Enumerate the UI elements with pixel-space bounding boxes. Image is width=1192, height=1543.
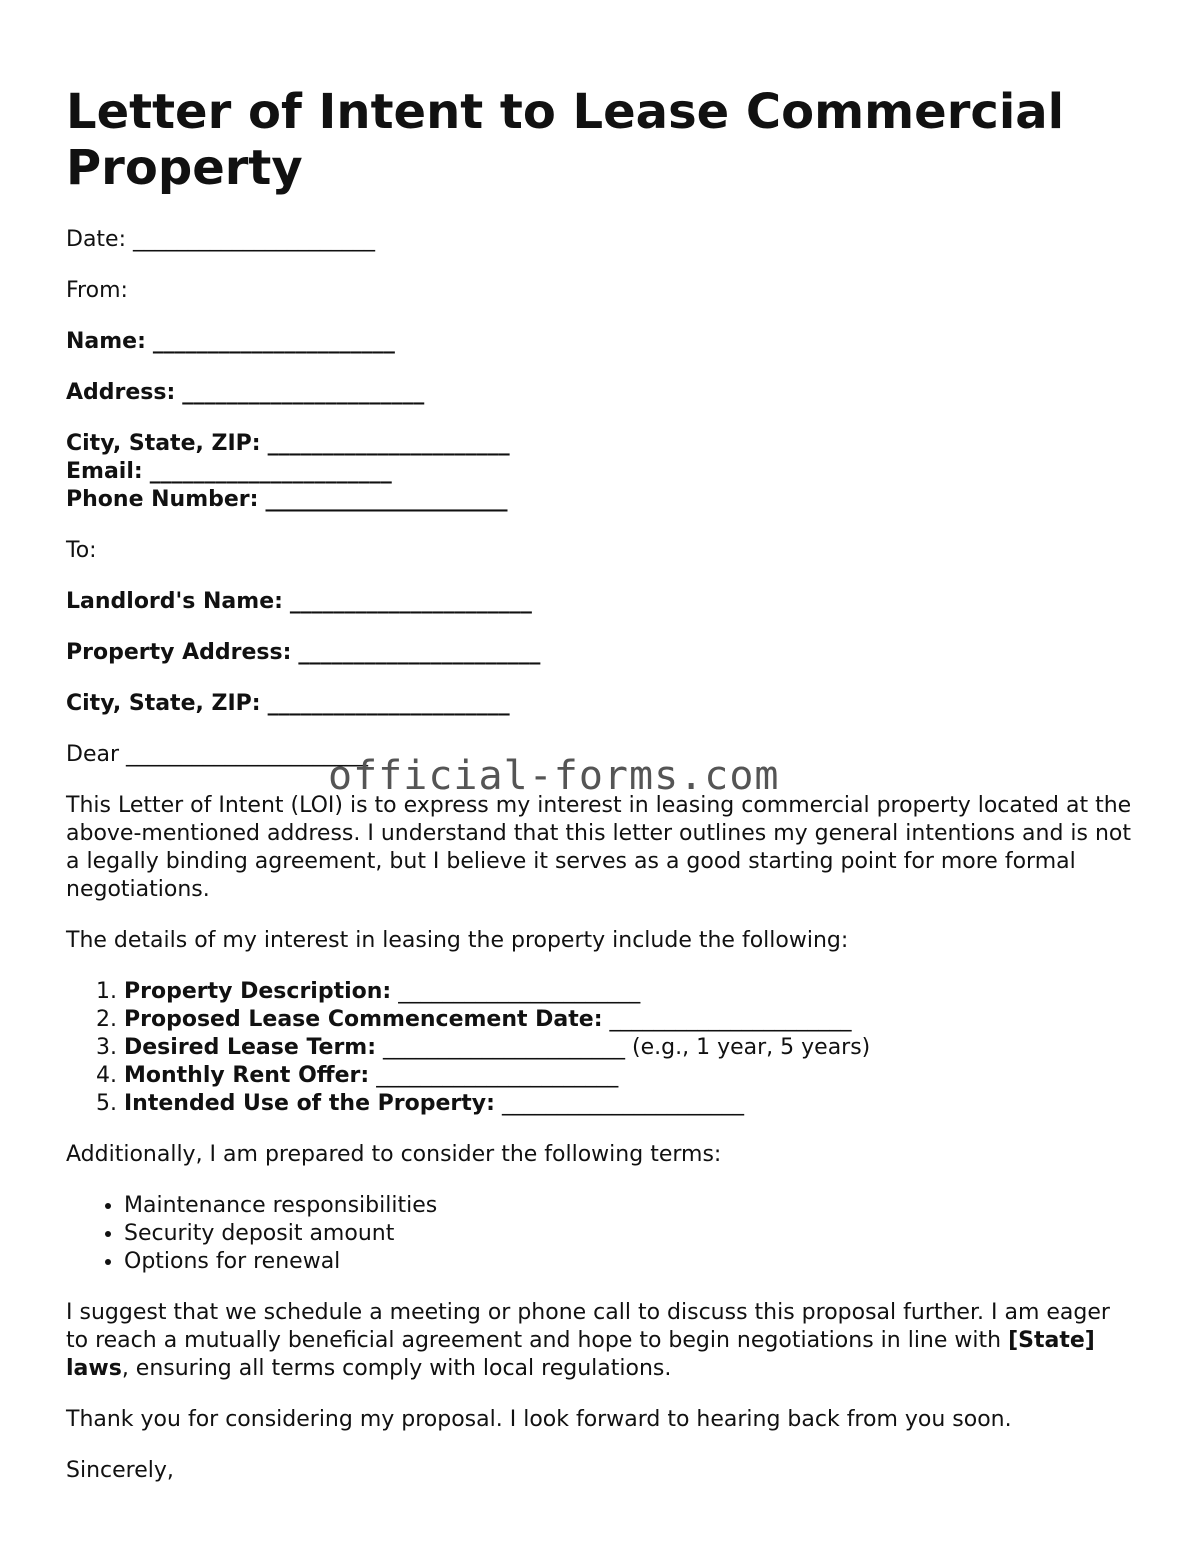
sender-phone-blank: ______________________	[265, 487, 508, 512]
landlord-name-label: Landlord's Name:	[66, 589, 283, 614]
details-list	[66, 978, 1136, 1118]
property-address-label: Property Address:	[66, 640, 292, 665]
watermark: official-forms.com	[328, 753, 780, 799]
from-label: From:	[66, 278, 128, 303]
salutation-label: Dear	[66, 742, 120, 767]
thanks-paragraph: Thank you for considering my proposal. I look forward to hearing back from you soon.	[66, 1407, 1012, 1432]
detail-label: Property Description:	[124, 979, 392, 1004]
date-label: Date:	[66, 227, 126, 252]
meeting-text-before: I suggest that we schedule a meeting or phone call to discuss this proposal further. I am eager to reach a mutually beneficial agreement and hope to begin negotiations in line with	[66, 1300, 1110, 1353]
sender-city-blank: ______________________	[267, 431, 510, 456]
detail-blank: ______________________	[383, 1035, 626, 1060]
landlord-name-blank: ______________________	[289, 589, 532, 614]
detail-item	[124, 978, 1136, 1006]
date-line	[66, 226, 1136, 254]
sender-city-line	[66, 430, 1136, 458]
sender-email-label: Email:	[66, 459, 143, 484]
term-item: • Security deposit amount	[124, 1220, 1136, 1248]
sender-email-blank: ______________________	[149, 459, 392, 484]
detail-item	[124, 1006, 1136, 1034]
landlord-name-line	[66, 588, 1136, 616]
detail-blank: ______________________	[501, 1091, 744, 1116]
to-label: To:	[66, 538, 97, 563]
document-title: Letter of Intent to Lease Commercial Property	[66, 84, 1065, 196]
detail-suffix: (e.g., 1 year, 5 years)	[625, 1035, 871, 1060]
sender-name-line	[66, 328, 1136, 356]
sender-address-label: Address:	[66, 380, 176, 405]
terms-list	[66, 1192, 1136, 1276]
sender-contact-block	[66, 430, 1136, 514]
sender-name-blank: ______________________	[152, 329, 395, 354]
detail-blank: ______________________	[376, 1063, 619, 1088]
sender-phone-line	[66, 486, 1136, 514]
state-laws-bold: [State] laws	[66, 1328, 1095, 1381]
details-intro: The details of my interest in leasing the property include the following:	[66, 928, 849, 953]
sender-phone-label: Phone Number:	[66, 487, 259, 512]
date-blank: ______________________	[133, 227, 375, 252]
intro-paragraph: This Letter of Intent (LOI) is to express my interest in leasing commercial property located at the above-mentioned address. I understand that this letter outlines my general intentions and is not a legally binding agreement, but I believe it serves as a good starting point for more formal negotiations.	[66, 793, 1132, 902]
detail-blank: ______________________	[398, 979, 641, 1004]
detail-label: Monthly Rent Offer:	[124, 1063, 370, 1088]
closing-line: Sincerely,	[66, 1458, 174, 1483]
detail-item	[124, 1062, 1136, 1090]
detail-label: Proposed Lease Commencement Date:	[124, 1007, 603, 1032]
recipient-city-line	[66, 690, 1136, 718]
detail-blank: ______________________	[609, 1007, 852, 1032]
sender-address-line	[66, 379, 1136, 407]
term-item: • Maintenance responsibilities	[124, 1192, 1136, 1220]
detail-label: Intended Use of the Property:	[124, 1091, 495, 1116]
recipient-city-blank: ______________________	[267, 691, 510, 716]
property-address-line	[66, 639, 1136, 667]
property-address-blank: ______________________	[298, 640, 541, 665]
detail-item	[124, 1090, 1136, 1118]
meeting-text-after: , ensuring all terms comply with local regulations.	[121, 1356, 672, 1381]
detail-label: Desired Lease Term:	[124, 1035, 377, 1060]
sender-name-label: Name:	[66, 329, 146, 354]
term-item: • Options for renewal	[124, 1248, 1136, 1276]
sender-address-blank: ______________________	[182, 380, 425, 405]
recipient-city-label: City, State, ZIP:	[66, 691, 261, 716]
detail-item	[124, 1034, 1136, 1062]
sender-city-label: City, State, ZIP:	[66, 431, 261, 456]
meeting-paragraph	[66, 1299, 1136, 1383]
terms-intro: Additionally, I am prepared to consider the following terms:	[66, 1142, 722, 1167]
salutation-blank: ______________________	[126, 742, 369, 767]
sender-email-line	[66, 458, 1136, 486]
